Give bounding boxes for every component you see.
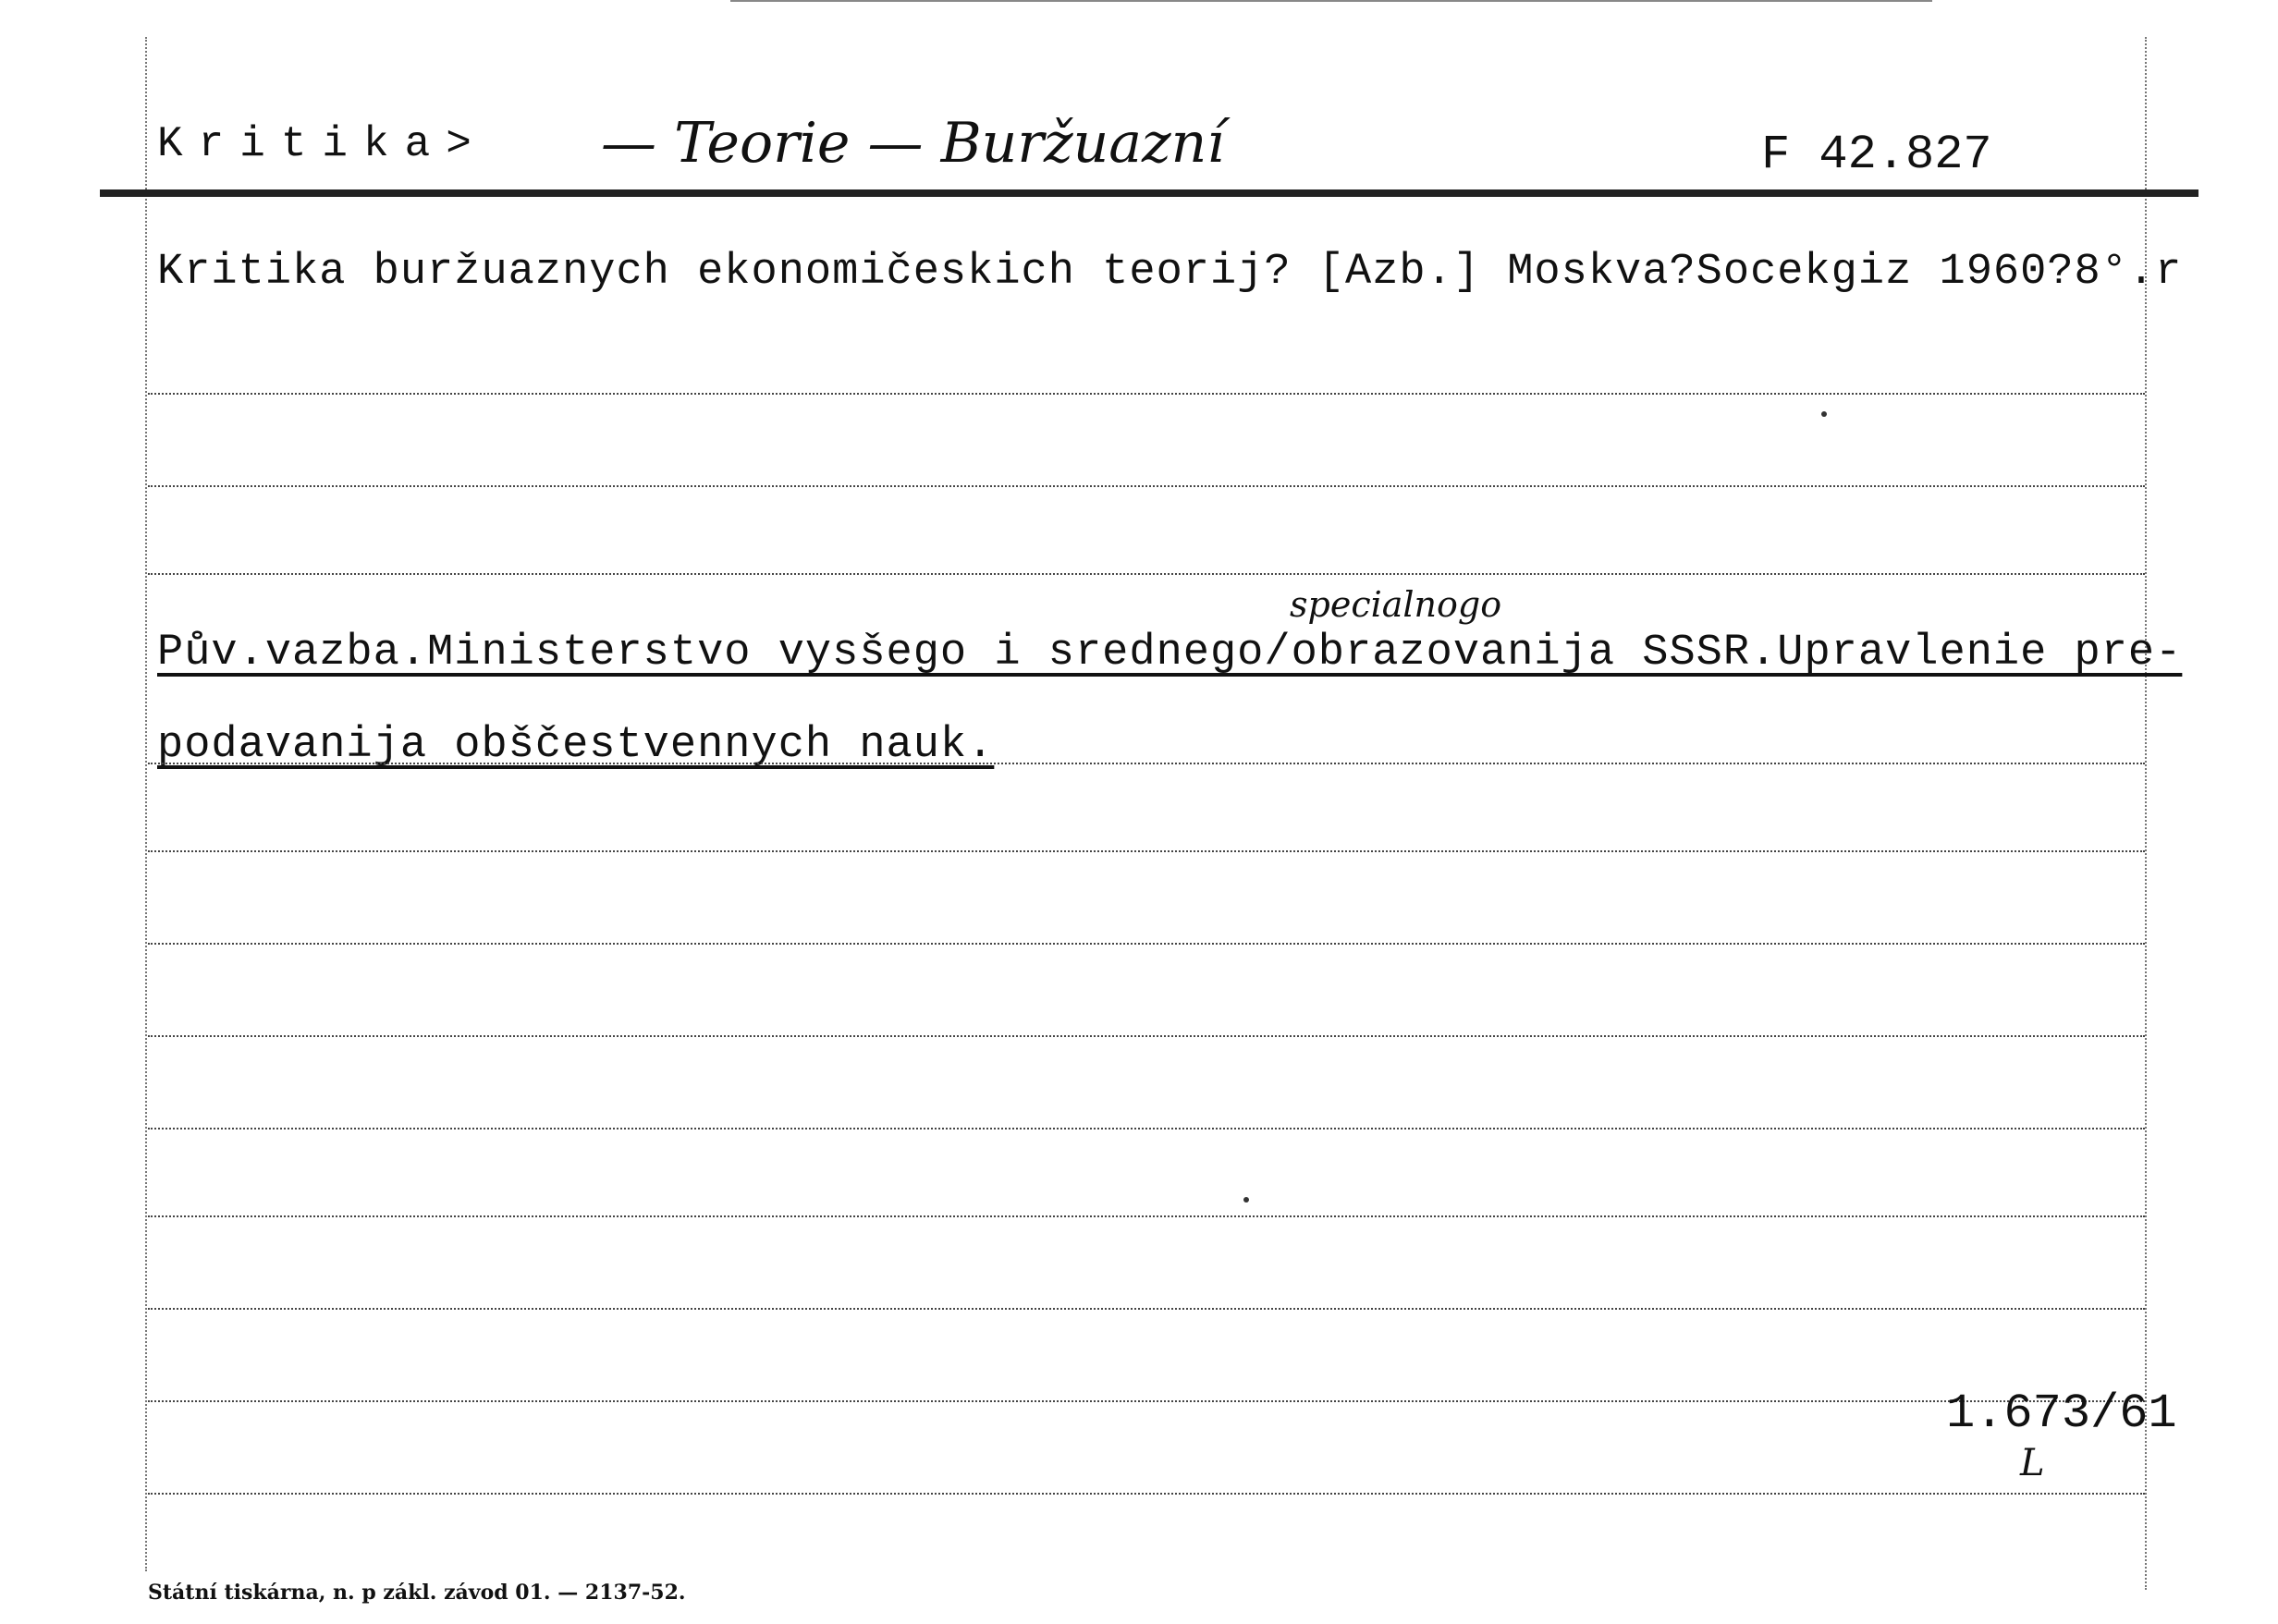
left-margin-line	[145, 37, 147, 1571]
ink-speck	[1243, 1197, 1249, 1203]
ruled-line	[148, 1400, 2145, 1402]
heading-rule	[100, 189, 2198, 197]
heading-handwritten-subject: — Teorie — Buržuazní	[601, 111, 1225, 176]
title-entry: Kritika buržuaznych ekonomičeskich teorij? [Azb.] Moskva?Socekgiz 1960?8°.r	[157, 248, 2183, 297]
binding-note-line-1: Pův.vazba.Ministerstvo vysšego i srednego/obrazovanija SSSR.Upravlenie pre-	[157, 629, 2183, 678]
card-top-edge	[730, 0, 1932, 2]
ruled-line	[148, 393, 2145, 395]
card-heading: Kritika>	[157, 120, 487, 168]
ink-speck	[1821, 411, 1827, 417]
ruled-line	[148, 1308, 2145, 1310]
ruled-line	[148, 1215, 2145, 1217]
ruled-line	[148, 850, 2145, 852]
printer-imprint: Státní tiskárna, n. p zákl. závod 01. — 2137-52.	[148, 1581, 686, 1605]
ruled-line	[148, 1128, 2145, 1129]
ruled-line	[148, 485, 2145, 487]
ruled-line	[148, 573, 2145, 575]
ruled-line	[148, 763, 2145, 764]
accession-number: 1.673/61	[1946, 1386, 2177, 1441]
ruled-line	[148, 943, 2145, 945]
binding-note-line-2: podavanija obščestvennych nauk.	[157, 721, 995, 770]
ruled-line	[148, 1493, 2145, 1495]
accession-initial: L	[2020, 1442, 2045, 1484]
handwritten-insertion: specialnogo	[1290, 584, 1502, 625]
shelfmark: F 42.827	[1761, 128, 1992, 182]
ruled-line	[148, 1035, 2145, 1037]
